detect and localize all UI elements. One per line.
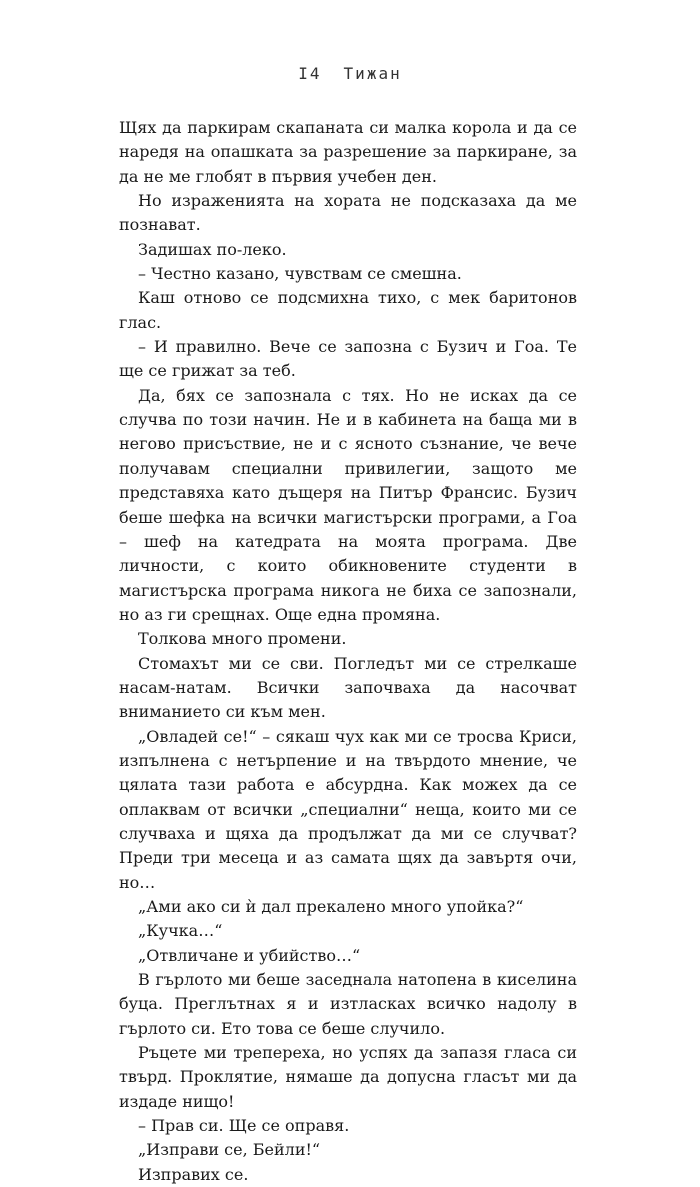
paragraph: Каш отново се подсмихна тихо, с мек баритонов глас. [119, 288, 577, 332]
paragraph: Ръцете ми трепереха, но успях да запазя гласа си твърд. Проклятие, нямаше да допусна гласът ми да издаде нищо! [119, 1043, 577, 1111]
running-header [0, 64, 700, 83]
paragraph: Стомахът ми се сви. Погледът ми се стрелкаше насам-натам. Всички започваха да насочват вниманието си към мен. [119, 653, 577, 722]
thought-line: „Отвличане и убийство…“ [138, 945, 361, 965]
paragraph: „Овладей се!“ – сякаш чух как ми се тросва Криси, изпълнена с нетърпение и на твърдото мнение, че цялата тази работа е абсурдна. Как можех да се оплаквам от всички „специални“ неща, които ми се случваха и щяха да продължат да ми се случват? Преди три месеца и аз самата щях да завъртя очи, но… [119, 726, 577, 892]
body-text [119, 116, 577, 1187]
paragraph: Задишах по-леко. [138, 239, 287, 259]
running-title: Тижан [343, 64, 402, 83]
thought-line: „Изправи се, Бейли!“ [138, 1140, 321, 1160]
paragraph: Но израженията на хората не подсказаха да ме познават. [119, 191, 577, 235]
paragraph: В гърлото ми беше заседнала натопена в киселина буца. Преглътнах я и изтласках всичко надолу в гърлото си. Ето това се беше случило. [119, 970, 577, 1038]
paragraph: Да, бях се запознала с тях. Но не исках да се случва по този начин. Не и в кабинета на баща ми в негово присъствие, не и с ясното съзнание, че вече получавам специални привилегии, защото ме представяха като дъщеря на Питър Франсис. Бузич беше шефка на всички магистърски програми, а Гоа – шеф на катедрата на моята програма. Две личности, с които обикновените студенти в магистърска програма никога не биха се запознали, но аз ги срещнах. Още една промяна. [119, 385, 577, 624]
paragraph: Толкова много промени. [138, 629, 347, 649]
page-number: I4 [298, 64, 322, 83]
paragraph: Изправих се. [138, 1164, 249, 1184]
paragraph: Щях да паркирам скапаната си малка корола и да се наредя на опашката за разрешение за паркиране, за да не ме глобят в първия учебен ден. [119, 118, 577, 186]
dialogue-line: – Прав си. Ще се оправя. [138, 1116, 350, 1136]
thought-line: „Ами ако си ѝ дал прекалено много упойка?“ [138, 897, 524, 916]
dialogue-line: – И правилно. Вече се запозна с Бузич и Гоа. Те ще се грижат за теб. [119, 337, 577, 381]
dialogue-line: – Честно казано, чувствам се смешна. [138, 264, 462, 284]
thought-line: „Кучка…“ [138, 921, 223, 941]
